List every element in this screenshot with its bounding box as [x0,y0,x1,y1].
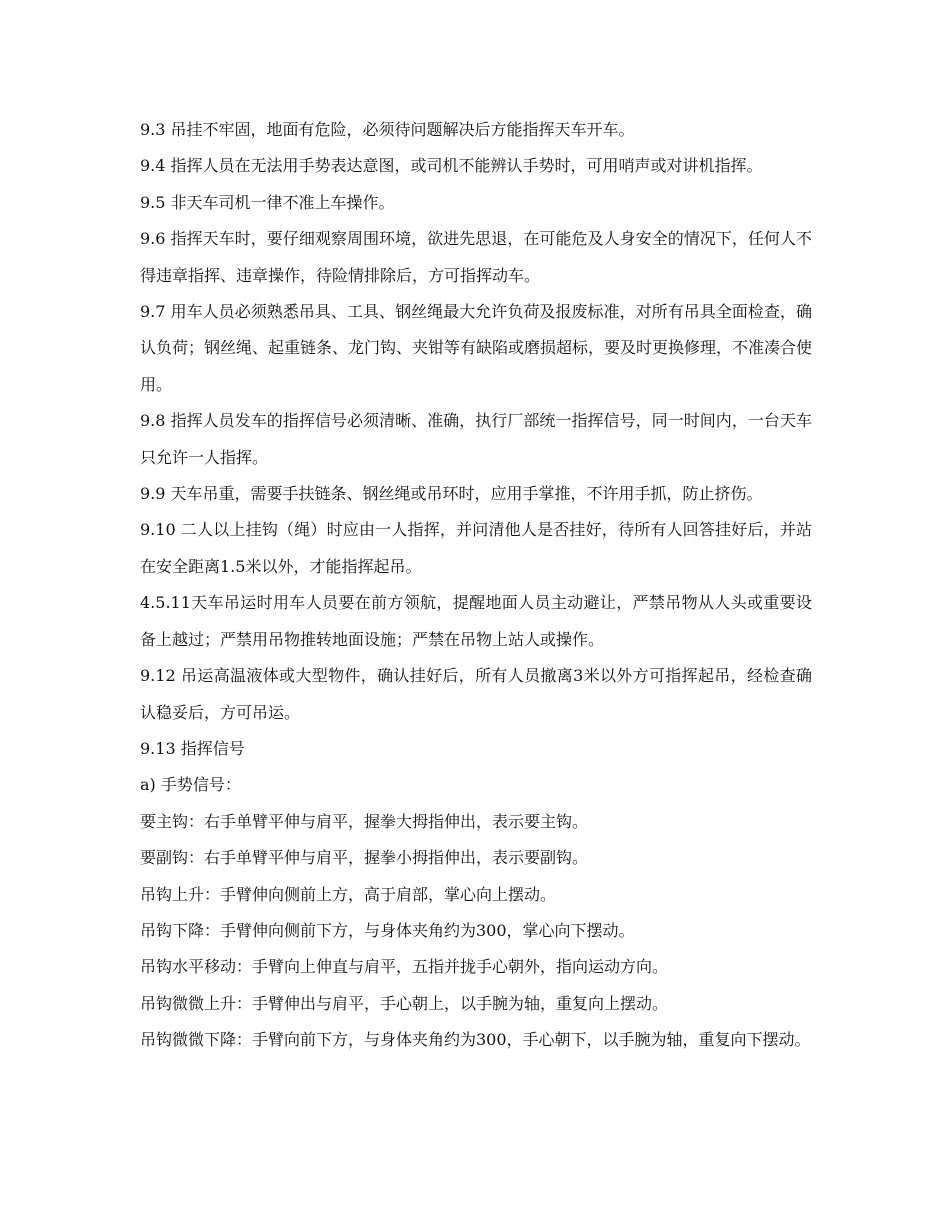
paragraph-9-6: 9.6 指挥天车时，要仔细观察周围环境，欲进先思退，在可能危及人身安全的情况下，任何人不得违章指挥、违章操作，待险情排除后，方可指挥动车。 [140,229,812,285]
paragraph-9-4: 9.4 指挥人员在无法用手势表达意图，或司机不能辨认手势时，可用哨声或对讲机指挥。 [140,156,763,176]
paragraph-9-8: 9.8 指挥人员发车的指挥信号必须清晰、准确，执行厂部统一指挥信号，同一时间内，一台天车只允许一人指挥。 [140,411,812,467]
paragraph-9-10: 9.10 二人以上挂钩（绳）时应由一人指挥，并问清他人是否挂好，待所有人回答挂好后，并站在安全距离1.5米以外，才能指挥起吊。 [140,520,812,576]
paragraph-9-7: 9.7 用车人员必须熟悉吊具、工具、钢丝绳最大允许负荷及报废标准，对所有吊具全面检查，确认负荷；钢丝绳、起重链条、龙门钩、夹钳等有缺陷或磨损超标，要及时更换修理，不准凑合使用。 [140,302,813,394]
signal-hook-slight-raise: 吊钩微微上升：手臂伸出与肩平，手心朝上，以手腕为轴，重复向上摆动。 [140,993,669,1013]
paragraph-4-5-11: 4.5.11天车吊运时用车人员要在前方领航，提醒地面人员主动避让，严禁吊物从人头或重要设备上越过；严禁用吊物推转地面设施；严禁在吊物上站人或操作。 [140,593,812,649]
signal-auxiliary-hook: 要副钩：右手单臂平伸与肩平，握拳小拇指伸出，表示要副钩。 [140,848,589,868]
document-body [140,112,812,1059]
subheading-hand-signals: a) 手势信号： [140,775,241,795]
section-heading-9-13: 9.13 指挥信号 [140,738,245,758]
signal-hook-horizontal-move: 吊钩水平移动：手臂向上伸直与肩平，五指并拢手心朝外，指向运动方向。 [140,957,669,977]
signal-hook-raise: 吊钩上升：手臂伸向侧前上方，高于肩部，掌心向上摆动。 [140,884,557,904]
signal-main-hook: 要主钩：右手单臂平伸与肩平，握拳大拇指伸出，表示要主钩。 [140,811,589,831]
paragraph-9-9: 9.9 天车吊重，需要手扶链条、钢丝绳或吊环时，应用手掌推，不许用手抓，防止挤伤。 [140,484,763,504]
signal-hook-slight-lower: 吊钩微微下降：手臂向前下方，与身体夹角约为300，手心朝下，以手腕为轴，重复向下摆动。 [140,1030,811,1050]
signal-hook-lower: 吊钩下降：手臂伸向侧前下方，与身体夹角约为300，掌心向下摆动。 [140,920,635,940]
paragraph-9-5: 9.5 非天车司机一律不准上车操作。 [140,192,395,212]
paragraph-9-12: 9.12 吊运高温液体或大型物件，确认挂好后，所有人员撤离3米以外方可指挥起吊，经检查确认稳妥后，方可吊运。 [140,666,812,722]
paragraph-9-3: 9.3 吊挂不牢固，地面有危险，必须待问题解决后方能指挥天车开车。 [140,120,635,139]
